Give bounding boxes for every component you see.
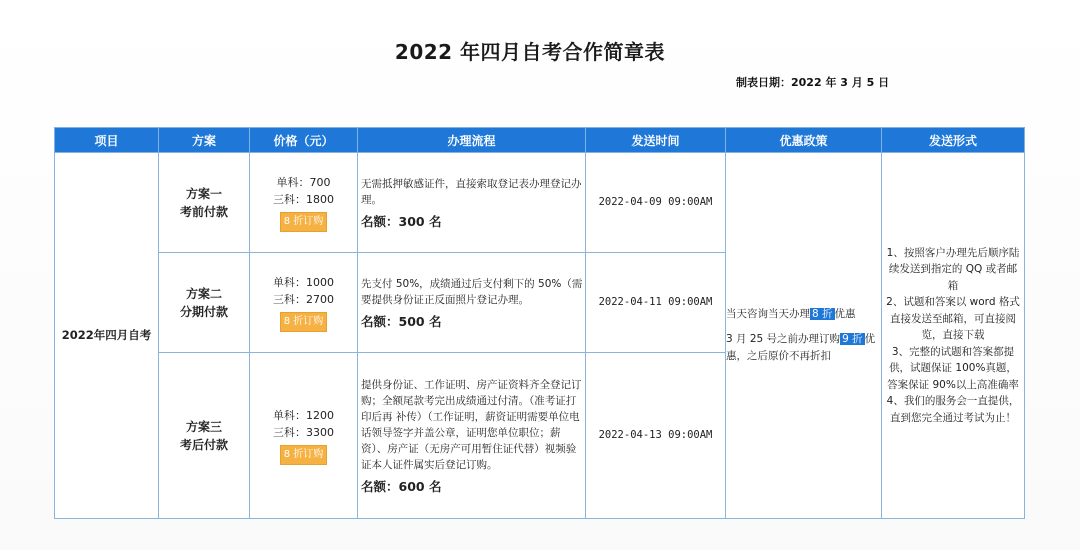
single-price: 单科：1200 xyxy=(273,408,334,422)
header-row xyxy=(55,128,1025,153)
plan-cell xyxy=(159,353,250,519)
promotion-line-1 xyxy=(726,306,880,323)
plan-name xyxy=(159,418,249,454)
process-cell xyxy=(358,353,586,519)
plan-type: 考后付款 xyxy=(179,437,228,452)
send-form-cell xyxy=(882,153,1025,519)
promo-text: 当天咨询当天办理 xyxy=(726,308,810,320)
discount-order-button[interactable]: 8 折订购 xyxy=(280,445,328,465)
plan-label: 方案一 xyxy=(185,186,222,201)
send-time-cell: 2022-04-11 09:00AM xyxy=(586,253,726,353)
three-price: 三科：2700 xyxy=(273,292,334,306)
single-price: 单科：1000 xyxy=(273,275,334,289)
table-date: 制表日期：2022 年 3 月 5 日 xyxy=(736,76,890,89)
send-form-item: 3、完整的试题和答案都提供，试题保证 100%真题，答案保证 90%以上高准确率 xyxy=(887,345,1019,391)
price-cell xyxy=(250,253,358,353)
process-cell xyxy=(358,253,586,353)
discount-order-button[interactable]: 8 折订购 xyxy=(280,212,328,232)
discount-order-button[interactable]: 8 折订购 xyxy=(280,312,328,332)
plan-name xyxy=(159,285,249,321)
three-price: 三科：3300 xyxy=(273,425,334,439)
quota-text: 名额：300 名 xyxy=(361,213,442,229)
process-text: 无需抵押敏感证件，直接索取登记表办理登记办理。 xyxy=(361,177,582,206)
table-row xyxy=(55,153,1025,253)
send-time-cell: 2022-04-09 09:00AM xyxy=(586,153,726,253)
promotion-line-2 xyxy=(726,331,880,365)
project-cell: 2022年四月自考 xyxy=(55,153,159,519)
price-cell xyxy=(250,353,358,519)
plan-cell xyxy=(159,253,250,353)
send-form-item: 2、试题和答案以 word 格式直接发送至邮箱，可直接阅览，直接下载 xyxy=(886,296,1020,342)
header-promotion: 优惠政策 xyxy=(726,128,882,153)
single-price: 单科：700 xyxy=(276,175,331,189)
plan-name xyxy=(159,185,249,221)
promo-text: 优惠，之后原价不再折扣 xyxy=(726,333,876,362)
process-cell xyxy=(358,153,586,253)
send-form-item: 1、按照客户办理先后顺序陆续发送到指定的 QQ 或者邮箱 xyxy=(886,246,1020,292)
three-price: 三科：1800 xyxy=(273,192,334,206)
header-price: 价格（元） xyxy=(250,128,358,153)
plan-cell xyxy=(159,153,250,253)
cooperation-table xyxy=(54,127,1025,519)
plan-type: 分期付款 xyxy=(179,304,228,319)
header-plan: 方案 xyxy=(159,128,250,153)
promo-highlight: 8 折 xyxy=(812,308,833,320)
page-title: 2022 年四月自考合作简章表 xyxy=(394,40,666,64)
plan-label: 方案二 xyxy=(185,286,222,301)
header-process: 办理流程 xyxy=(358,128,586,153)
header-send-time: 发送时间 xyxy=(586,128,726,153)
send-form-item: 4、我们的服务会一直提供，直到您完全通过考试为止！ xyxy=(886,395,1020,424)
quota-text: 名额：600 名 xyxy=(361,478,442,494)
quota-text: 名额：500 名 xyxy=(361,313,442,329)
plan-type: 考前付款 xyxy=(179,204,228,219)
promo-text: 优惠 xyxy=(834,308,856,320)
promo-text: 3 月 25 号之前办理订购 xyxy=(726,333,841,345)
header-send-form: 发送形式 xyxy=(882,128,1025,153)
process-text: 先支付 50%，成绩通过后支付剩下的 50%（需要提供身份证正反面照片登记办理。 xyxy=(361,277,583,306)
promo-highlight: 9 折 xyxy=(842,333,863,345)
promotion-cell xyxy=(726,153,882,519)
send-time-cell: 2022-04-13 09:00AM xyxy=(586,353,726,519)
header-project: 项目 xyxy=(55,128,159,153)
plan-label: 方案三 xyxy=(185,419,222,434)
process-text: 提供身份证、工作证明、房产证资料齐全登记订购；全额尾款考完出成绩通过付清。（准考证打印后再 补传）（工作证明，薪资证明需要单位电话领导签字并盖公章，证明您单位职位；薪资）、房产证（无房产可用暂住证代替）视频验证本人证件属实后登记订购。 xyxy=(361,378,582,471)
price-cell xyxy=(250,153,358,253)
